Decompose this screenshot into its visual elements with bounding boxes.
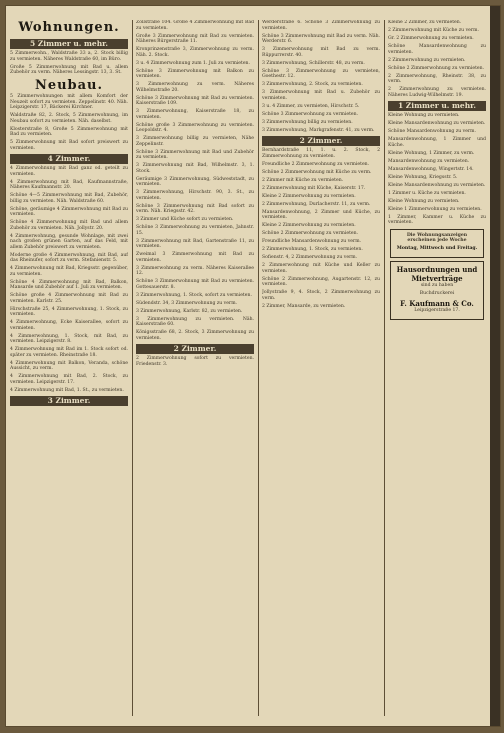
listing-entry: Kleine Wohnung, Kriegsstr. 5. [388, 174, 458, 180]
listing-entry: 3 Zimmerwohnung mit Bad, Wilhelmstr. 3, 1. Stock. [136, 163, 254, 174]
listing-entry: 3 Zimmerwohnung, Kaiserstraße 18, zu vermieten. [136, 109, 254, 120]
section-header: 4 Zimmer. [10, 154, 128, 164]
ad-title: Hausordnungen und Mietverträge [396, 265, 478, 283]
listing-entry: Kleine Wohnung zu vermieten. [388, 198, 460, 204]
listing-entry: 3 Zimmerwohnung, 2. Stock, zu vermieten. [262, 82, 363, 87]
listing-entry: 4 Zimmerwohnung mit Bad, 1. St., zu vermieten. [10, 387, 124, 393]
listing-entry: Schöne 2 Zimmerwohnung, Augartenstr. 12, zu vermieten. [262, 276, 380, 287]
section-title: Neubau. [34, 78, 104, 93]
ad-subtitle: sind zu haben [420, 283, 454, 288]
listing-entry: 1 Zimmer, Kammer u. Küche zu vermieten. [388, 214, 486, 225]
listing-entry: Große 3 Zimmerwohnung mit Bad zu vermieten. Näheres Bürgerstraße 11. [136, 33, 254, 44]
column-2 [136, 20, 254, 718]
listing-entry: Schöne 3 Zimmerwohnung mit Bad und Zubehör zu vermieten. [136, 149, 254, 160]
listing-entry: 3 Zimmer und Küche sofort zu vermieten. [136, 217, 234, 222]
listing-entry: Schöne 2 Zimmerwohnung zu vermieten. [388, 65, 485, 71]
listing-entry: Freundliche 2 Zimmerwohnung zu vermieten. [262, 161, 370, 167]
listing-entry: Mansardenwohnung, Wingertstr. 14. [388, 166, 474, 172]
listing-entry: 4 Zimmerwohnung mit Bad, Kaufmannstraße, Näheres Kaufmannstr. 20. [10, 179, 128, 190]
listing-entry: Schöne 4 Zimmerwohnung mit Bad und allem Zubehör zu vermieten. Näh. Jollystr. 20. [10, 220, 128, 231]
listing-entry: Sofienstr. 4, 2 Zimmerwohnung zu verm. [262, 255, 358, 260]
listing-entry: Kleine 2 Zimmerwohnung zu vermieten. [262, 193, 356, 199]
listing-entry: Mansardenwohnung zu vermieten. [388, 158, 470, 164]
listing-entry: 3 Zimmerwohnung zu vermieten. Näh. Kaiserstraße 60. [136, 316, 254, 327]
listing-entry: Kleine Mansardenwohnung zu vermieten. [388, 121, 486, 126]
notice-days: Montag, Mittwoch und Freitag. [396, 246, 478, 251]
listing-entry: Schöne 3 Zimmerwohnung zu vermieten, Jahnstr. 15. [136, 225, 254, 236]
listing-entry: Werderstraße 6. Schöne 3 Zimmerwohnung zu vermieten. [262, 20, 380, 31]
listing-entry: Kleine 1 Zimmerwohnung zu vermieten. [388, 206, 482, 212]
listing-entry: Schöne 2 Zimmerwohnung mit Küche zu verm. [262, 169, 372, 175]
column-divider [384, 20, 385, 716]
listing-entry: Schöne 3 Zimmerwohnung mit Bad zu vermieten. Gottesauerstr. 8. [136, 279, 254, 290]
listing-entry: 3 u. 4 Zimmerwohnung zum 1. Juli zu vermieten. [136, 60, 250, 66]
listing-entry: 4 Zimmerwohnung mit Bad, Kriegsstr. gegenüber, zu vermieten. [10, 266, 128, 277]
section-header: 2 Zimmer. [136, 344, 254, 354]
section-header: 2 Zimmer. [262, 136, 380, 146]
listing-entry: 2 Zimmerwohnung mit Küche, Kaiserstr. 17. [262, 185, 366, 191]
listing-entry: 3 Zimmerwohnung mit Bad zu verm. Rüppurrerstr. 40. [262, 47, 380, 58]
listing-entry: Hirschstraße 25, 4 Zimmerwohnung, 1. Stock, zu vermieten. [10, 306, 128, 317]
listing-entry: 2 Zimmerwohnung zu vermieten. Näheres Ludwig-Wilhelmstr. 19. [388, 87, 486, 98]
column-4 [388, 20, 486, 718]
listing-entry: Kleine 2 Zimmer, zu vermieten. [388, 20, 462, 25]
listing-entry: Bernhardstraße 11, 1. u. 2. Stock, 2 Zimmerwohnung zu vermieten. [262, 148, 380, 159]
listing-entry: Schöne große 3 Zimmerwohnung zu vermieten. Leopoldstr. 4. [136, 122, 254, 133]
listing-entry: 3 Zimmerwohnung zu verm. Näheres Wilhelmstraße 20. [136, 82, 254, 93]
notice-box [390, 229, 484, 259]
listing-entry: 3 Zimmerwohnung, 1. Stock, sofort zu vermieten. [136, 292, 252, 298]
listing-entry: 4 Zimmerwohnung, Ecke Kaiserallee, sofort zu vermieten. [10, 320, 128, 331]
page-title: Wohnungen. [18, 20, 120, 35]
listing-entry: 5 Zimmerwohn., Waldstraße 33 a, 2. Stock billig zu vermieten. Näheres Waldstraße 60, im Büro. [10, 51, 128, 62]
listing-entry: Kleine Wohnung, 1 Zimmer, zu verm. [388, 150, 475, 156]
listing-entry: Kleine 2 Zimmerwohnung zu vermieten. [262, 223, 356, 228]
advertisement [390, 261, 484, 320]
listing-entry: Schöne Mansardenwohnung zu verm. [388, 129, 476, 134]
listing-entry: 3 Zimmerwohnung mit Bad u. Zubehör zu vermieten. [262, 90, 380, 101]
listing-entry: Mansardenwohnung, 1 Zimmer und Küche. [388, 137, 486, 148]
listing-entry: 3 Zimmerwohnung billig zu vermieten, Nähe Zeppelinstr. [136, 136, 254, 147]
listing-entry: Schöne 3 Zimmerwohnung zu vermieten. [262, 111, 359, 117]
listing-entry: 2 Zimmerwohnung, Rheinstr. 38, zu verm. [388, 73, 486, 84]
column-divider [132, 20, 133, 716]
listing-entry: Kleine Mansardenwohnung zu vermieten. [388, 182, 486, 188]
listing-entry: 4 Zimmerwohnung mit Balkon, Veranda, schöne Aussicht, zu verm. [10, 360, 128, 371]
section-header: 1 Zimmer u. mehr. [388, 101, 486, 111]
listing-entry: Königsstraße 68, 2. Stock, 3 Zimmerwohnung zu vermieten. [136, 330, 254, 341]
listing-entry: Schöne 3 Zimmerwohnung mit Bad sofort zu verm. Näh. Kriegsstr. 42. [136, 203, 254, 214]
listing-entry: Südendstr. 34, 3 Zimmerwohnung zu verm. [136, 300, 238, 306]
section-header: 3 Zimmer. [10, 396, 128, 406]
listing-entry: Schöne 4 Zimmerwohnung mit Bad, Balkon, Mansarde und Zubehör auf 1. Juli zu vermieten. [10, 279, 128, 290]
listing-entry: 3 Zimmerwohnung mit Bad, Gartenstraße 11, zu vermieten. [136, 238, 254, 249]
listing-entry: 2 Zimmer, Mansarde, zu vermieten. [262, 303, 346, 309]
listing-entry: Schöne 3 Zimmerwohnung mit Bad zu verm. Näh. Werderstr. 6. [262, 33, 380, 44]
listing-entry: 3 Zimmerwohnung, Hirschstr. 90, 3. St., zu vermieten. [136, 190, 254, 201]
listing-entry: 1 Zimmer u. Küche zu vermieten. [388, 190, 466, 196]
listing-entry: Schöne Mansardenwohnung zu vermieten. [388, 44, 486, 55]
listing-entry: 3 u. 4 Zimmer, zu vermieten, Hirschstr. 5. [262, 103, 360, 109]
listing-entry: 2 Zimmerwohnung mit Küche zu verm. [388, 28, 479, 33]
listing-entry: 2 Zimmerwohnung, Durlacherstr. 11, zu verm. [262, 201, 371, 207]
section-header: 5 Zimmer u. mehr. [10, 39, 128, 49]
listing-entry: Waldstraße 82, 2. Stock, 5 Zimmerwohnung, im Neubau sofort zu vermieten. Näh. daselbst. [10, 113, 128, 124]
listing-entry: Zweimal 3 Zimmerwohnung mit Bad zu vermieten. [136, 252, 254, 263]
listing-entry: Schöne 3 Zimmerwohnung mit Balkon zu vermieten. [136, 68, 254, 79]
column-3 [262, 20, 380, 718]
listing-entry: Freundliche Mansardenwohnung zu verm. [262, 239, 362, 244]
listing-entry: Große 5 Zimmerwohnung mit Bad u. allem Zubehör zu verm. Näheres Lessingstr. 13, 3. St. [10, 64, 128, 75]
listing-entry: 3 Zimmerwohnung zu verm. Näheres Kaiserallee 12. [136, 265, 254, 276]
newspaper-page [6, 6, 500, 726]
ad-company: F. Kaufmann & Co. [400, 299, 474, 308]
listing-entry: Schöne große 4 Zimmerwohnung mit Bad zu vermieten. Karlstr. 25. [10, 293, 128, 304]
listing-entry: 3 Zimmerwohnung, Karlstr. 82, zu vermieten. [136, 308, 243, 314]
listing-entry: Schöne 2 Zimmerwohnung zu vermieten. [262, 231, 359, 236]
listing-entry: 2 Zimmer mit Küche zu vermieten. [262, 177, 344, 183]
column-divider [258, 20, 259, 716]
listing-entry: Gr. 2 Zimmerwohnung zu vermieten. [388, 36, 474, 41]
listing-entry: Zollstraße 104. Große 4 Zimmerwohnung mit Bad zu vermieten. [136, 20, 254, 31]
listing-entry: 4 Zimmerwohnung, gesunde Wohnlage, mit zwei nach großen grünen Garten, auf das Feld, mit allem Zubehör preiswert zu vermieten. [10, 233, 128, 250]
notice-text: Die Wohnungsanzeigen erscheinen jede Woche [406, 232, 468, 243]
listing-entry: 3 Zimmerwohnung billig zu vermieten. [262, 119, 353, 125]
listing-entry: Schöne 3 Zimmerwohnung zu vermieten, Goethestr. 12. [262, 68, 380, 79]
listing-entry: 4 Zimmerwohnung mit Bad im 1. Stock sofort od. später zu vermieten. Rheinstraße 18. [10, 347, 128, 358]
listing-entry: Schöne 4—5 Zimmerwohnung mit Bad, Zubehör, billig zu vermieten. Näh. Waldstraße 60. [10, 193, 128, 204]
listing-entry: 3 Zimmerwohnung, Markgrafenstr. 41, zu verm. [262, 127, 375, 133]
listing-entry: 2 Zimmerwohnung mit Küche und Keller zu vermieten. [262, 263, 380, 274]
listing-entry: 4 Zimmerwohnung, 1. Stock, mit Bad, zu vermieten. Leipzigerstr. 8. [10, 333, 128, 344]
listing-entry: Schöne 3 Zimmerwohnung mit Bad zu vermieten. Kaiserstraße 109. [136, 95, 254, 106]
listing-entry: Kronprinzenstraße 3, Zimmerwohnung zu verm. Näh. 2. Stock. [136, 47, 254, 58]
listing-entry: Klosterstraße 8, Große 5 Zimmerwohnung mit Bad zu vermieten. [10, 126, 128, 137]
ad-address: Leipzigerstraße 17. [414, 308, 460, 313]
listing-entry: Kleine Wohnung zu vermieten. [388, 113, 460, 118]
listing-entry: Jollystraße 9, 4. Stock, 2 Zimmerwohnung zu verm. [262, 290, 380, 301]
listing-entry: Schöne, geräumige 4 Zimmerwohnung mit Bad zu vermieten. [10, 206, 128, 217]
listing-entry: 3 Zimmerwohnung, Schillerstr. 48, zu verm. [262, 60, 365, 66]
column-1 [10, 20, 128, 718]
ad-subtitle-2: Buchdruckerei [419, 291, 455, 296]
listing-entry: 5 Zimmerwohnungen mit allem Komfort der Neuzeit sofort zu vermieten. Zeppelinstr. 40. Näh. Leipzigerstr. 17, Bäckerei Kirchner. [10, 94, 128, 110]
listing-entry: 5 Zimmerwohnung mit Bad sofort preiswert zu vermieten. [10, 140, 128, 151]
binding-edge [490, 6, 500, 726]
listing-entry: 4 Zimmerwohnung mit Bad, 2. Stock, zu vermieten. Leipzigerstr. 17. [10, 374, 128, 385]
listing-entry: Mansardenwohnung, 2 Zimmer und Küche, zu vermieten. [262, 209, 380, 220]
listing-entry: 4 Zimmerwohnung mit Bad ganz od. geteilt zu vermieten. [10, 166, 128, 177]
listing-entry: Geräumige 3 Zimmerwohnung, Südweststadt, zu vermieten. [136, 176, 254, 187]
listing-entry: 2 Zimmerwohnung zu vermieten. [388, 57, 466, 63]
listing-entry: Moderne große 4 Zimmerwohnung, mit Bad, auf das Rheinufer, sofort zu verm. Stefanienstr. 5. [10, 252, 128, 263]
listing-entry: 2 Zimmerwohnung sofort zu vermieten. Friedenstr. 3. [136, 356, 254, 367]
listing-entry: 2 Zimmerwohnung, 1. Stock, zu vermieten. [262, 247, 363, 252]
